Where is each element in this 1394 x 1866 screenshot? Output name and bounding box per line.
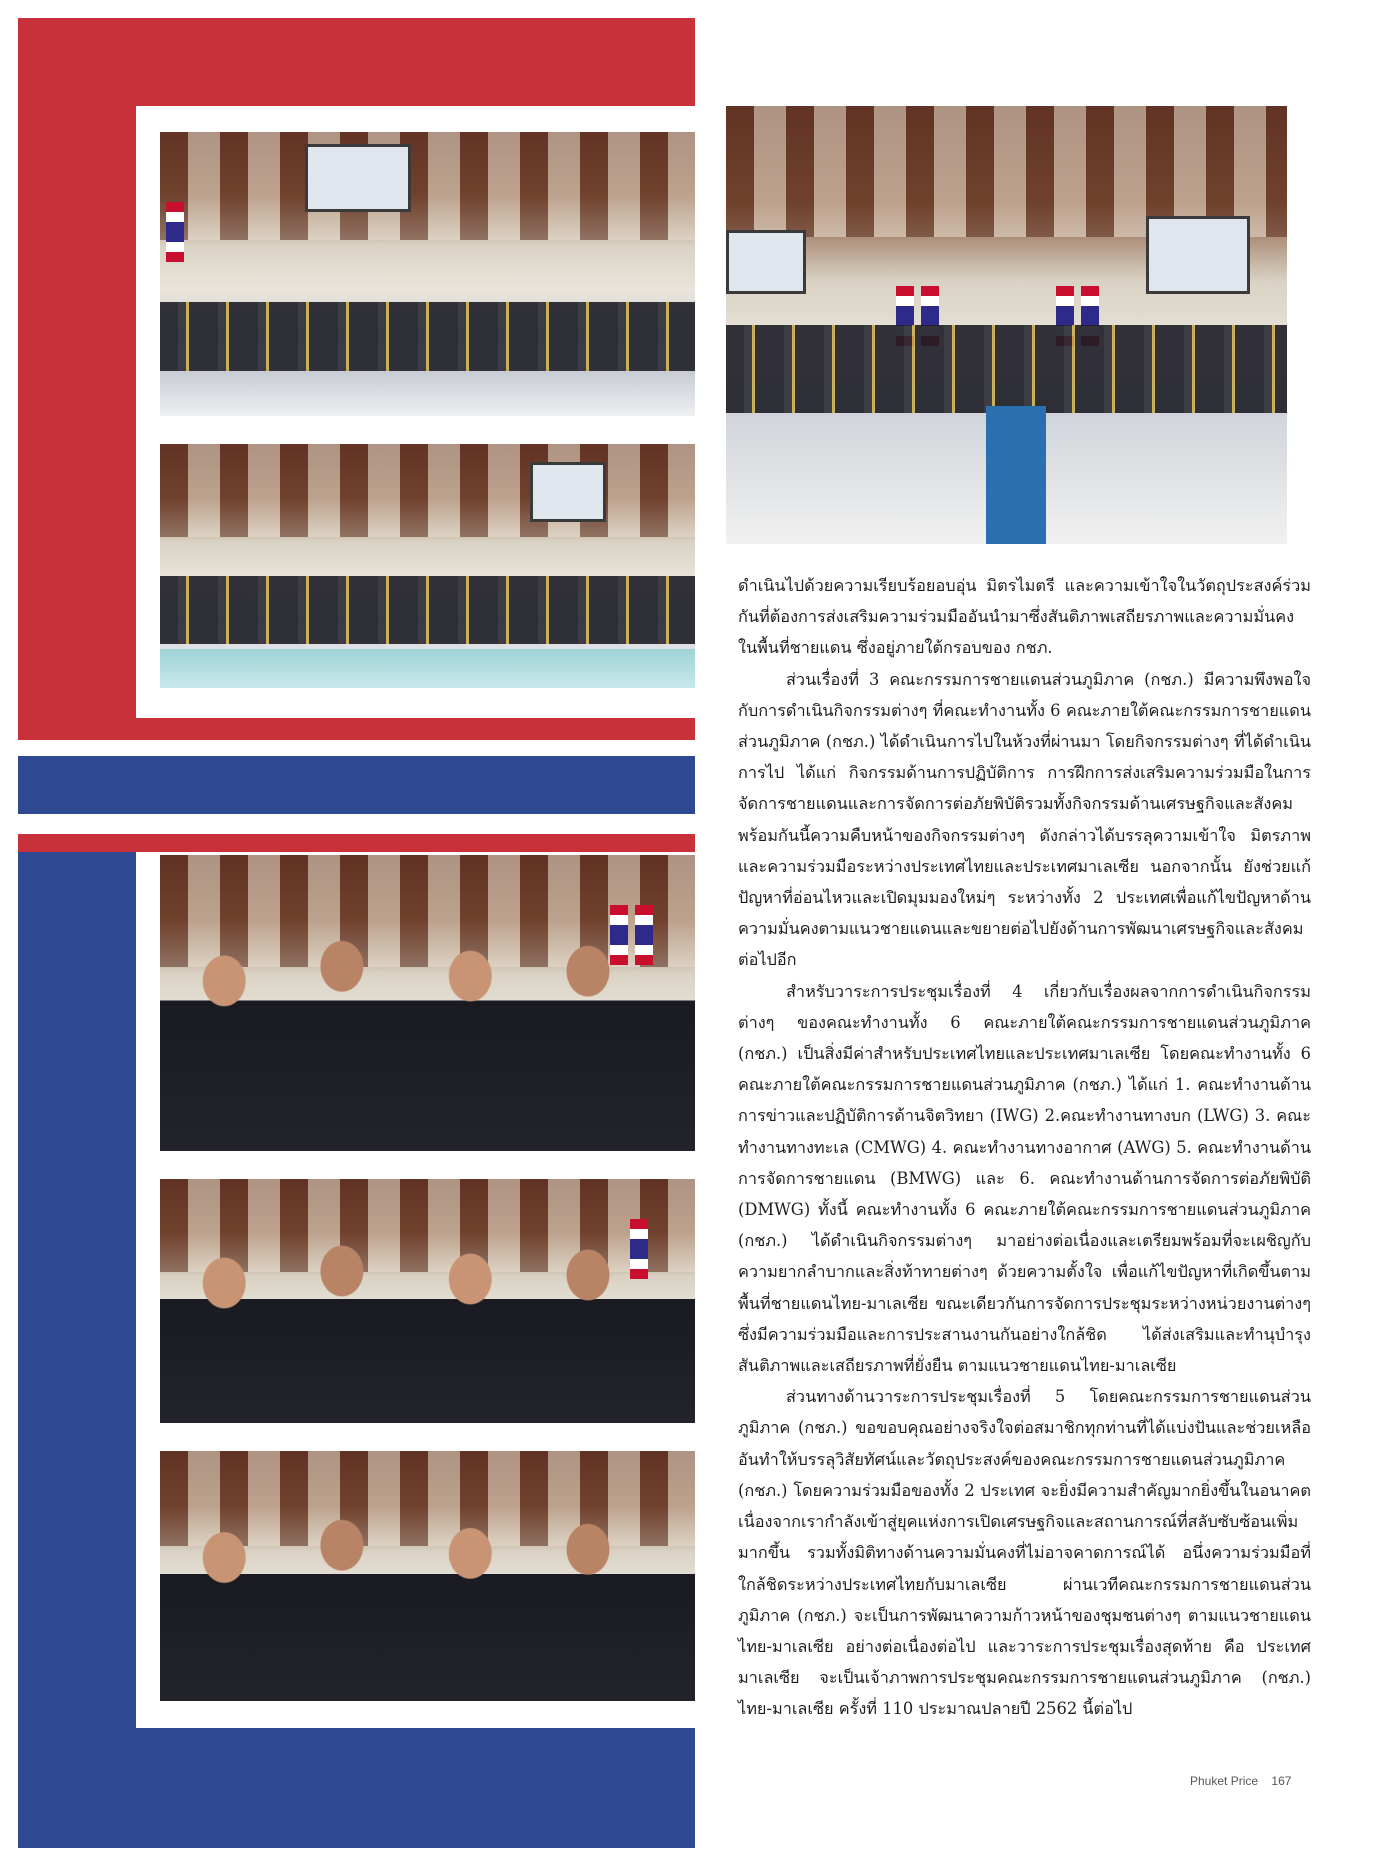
photo-handshake-1: [160, 855, 695, 1151]
red-band-middle: [18, 834, 695, 852]
article-paragraph: ดำเนินไปด้วยความเรียบร้อยอบอุ่น มิตรไมตรี และความเข้าใจในวัตถุประสงค์ร่วมกันที่ต้องการส่งเสริมความร่วมมืออันนำมาซึ่งสันติภาพเสถียรภาพและความมั่นคงในพื้นที่ชายแดน ซึ่งอยู่ภายใต้กรอบของ กชภ.: [738, 576, 1311, 658]
article-paragraph: สำหรับวาระการประชุมเรื่องที่ 4 เกี่ยวกับเรื่องผลจากการดำเนินกิจกรรมต่างๆ ของคณะทำงานทั้ง 6 คณะภายใต้คณะกรรมการชายแดนส่วนภูมิภาค (กชภ.) เป็นสิ่งมีค่าสำหรับประเทศไทยและประเทศมาเลเซีย โดยคณะทำงานทั้ง 6 คณะภายใต้คณะกรรมการชายแดนส่วนภูมิภาค (กชภ.) ได้แก่ 1. คณะทำงานด้านการข่าวและปฏิบัติการด้านจิตวิทยา (IWG) 2.คณะทำงานทางบก (LWG) 3. คณะทำงานทางทะเล (CMWG) 4. คณะทำงานทางอากาศ (AWG) 5. คณะทำงานด้านการจัดการชายแดน (BMWG) และ 6. คณะทำงานด้านการจัดการต่อภัยพิบัติ (DMWG) ทั้งนี้ คณะทำงานทั้ง 6 คณะภายใต้คณะกรรมการชายแดนส่วนภูมิภาค (กชภ.) ได้ดำเนินกิจกรรมต่างๆ มาอย่างต่อเนื่องและเตรียมพร้อมที่จะเผชิญกับความยากลำบากและสิ่งท้าทายต่างๆ ด้วยความตั้งใจ เพื่อแก้ไขปัญหาที่เกิดขึ้นตามพื้นที่ชายแดนไทย-มาเลเซีย ขณะเดียวกันการจัดการประชุมระหว่างหน่วยงานต่างๆ ซึ่งมีความร่วมมือและการประสานงานกันอย่างใกล้ชิด ได้ส่งเสริมและทำนุบำรุงสันติภาพและเสถียรภาพที่ยั่งยืน ตามแนวชายแดนไทย-มาเลเซีย: [738, 981, 1311, 1376]
article-paragraph: ส่วนทางด้านวาระการประชุมเรื่องที่ 5 โดยคณะกรรมการชายแดนส่วนภูมิภาค (กชภ.) ขอขอบคุณอย่างจริงใจต่อสมาชิกทุกท่านที่ได้แบ่งปันและช่วยเหลืออันทำให้บรรลุวิสัยทัศน์และวัตถุประสงค์ของคณะกรรมการชายแดนส่วนภูมิภาค (กชภ.) โดยความร่วมมือของทั้ง 2 ประเทศ จะยิ่งมีความสำคัญมากยิ่งขึ้นในอนาคต เนื่องจากเรากำลังเข้าสู่ยุคแห่งการเปิดเศรษฐกิจและสถานการณ์ที่สลับซับซ้อนเพิ่มมากขึ้น รวมทั้งมิติทางด้านความมั่นคงที่ไม่อาจคาดการณ์ได้ อนึ่งความร่วมมือที่ใกล้ชิดระหว่างประเทศไทยกับมาเลเซีย ผ่านเวทีคณะกรรมการชายแดนส่วนภูมิภาค (กชภ.) จะเป็นการพัฒนาความก้าวหน้าของชุมชนต่างๆ ตามแนวชายแดนไทย-มาเลเซีย อย่างต่อเนื่องต่อไป และวาระการประชุมเรื่องสุดท้าย คือ ประเทศมาเลเซีย จะเป็นเจ้าภาพการประชุมคณะกรรมการชายแดนส่วนภูมิภาค (กชภ.) ไทย-มาเลเซีย ครั้งที่ 110 ประมาณปลายปี 2562 นี้ต่อไป: [738, 1387, 1311, 1719]
page-number: 167: [1271, 1774, 1292, 1788]
white-gap-2: [18, 814, 695, 834]
page-footer: [1190, 1774, 1301, 1788]
photo-handshake-2: [160, 1179, 695, 1423]
blue-band-middle: [18, 756, 695, 814]
photo-conference-hall-left-middle: [160, 444, 695, 688]
article-body: [738, 570, 1311, 1725]
photo-conference-hall-left-top: [160, 132, 695, 416]
photo-conference-hall-right-top: [726, 106, 1287, 544]
white-gap-1: [18, 740, 695, 756]
article-paragraph: ส่วนเรื่องที่ 3 คณะกรรมการชายแดนส่วนภูมิภาค (กชภ.) มีความพึงพอใจกับการดำเนินกิจกรรมต่างๆ ที่คณะทำงานทั้ง 6 คณะภายใต้คณะกรรมการชายแดนส่วนภูมิภาค (กชภ.) ได้ดำเนินการไปในห้วงที่ผ่านมา โดยกิจกรรมต่างๆ ที่ได้ดำเนินการไป ได้แก่ กิจกรรมด้านการปฏิบัติการ การฝึกการส่งเสริมความร่วมมือในการจัดการชายแดนและการจัดการต่อภัยพิบัติรวมทั้งกิจกรรมด้านเศรษฐกิจและสังคม พร้อมกันนี้ความคืบหน้าของกิจกรรมต่างๆ ดังกล่าวได้บรรลุความเข้าใจ มิตรภาพและความร่วมมือระหว่างประเทศไทยและประเทศมาเลเซีย นอกจากนั้น ยังช่วยแก้ปัญหาที่อ่อนไหวและเปิดมุมมองใหม่ๆ ระหว่างทั้ง 2 ประเทศเพื่อแก้ไขปัญหาด้านความมั่นคงตามแนวชายแดนและขยายต่อไปยังด้านการพัฒนาเศรษฐกิจและสังคมต่อไปอีก: [738, 669, 1311, 970]
photo-handshake-3: [160, 1451, 695, 1701]
magazine-name: Phuket Price: [1190, 1774, 1259, 1788]
